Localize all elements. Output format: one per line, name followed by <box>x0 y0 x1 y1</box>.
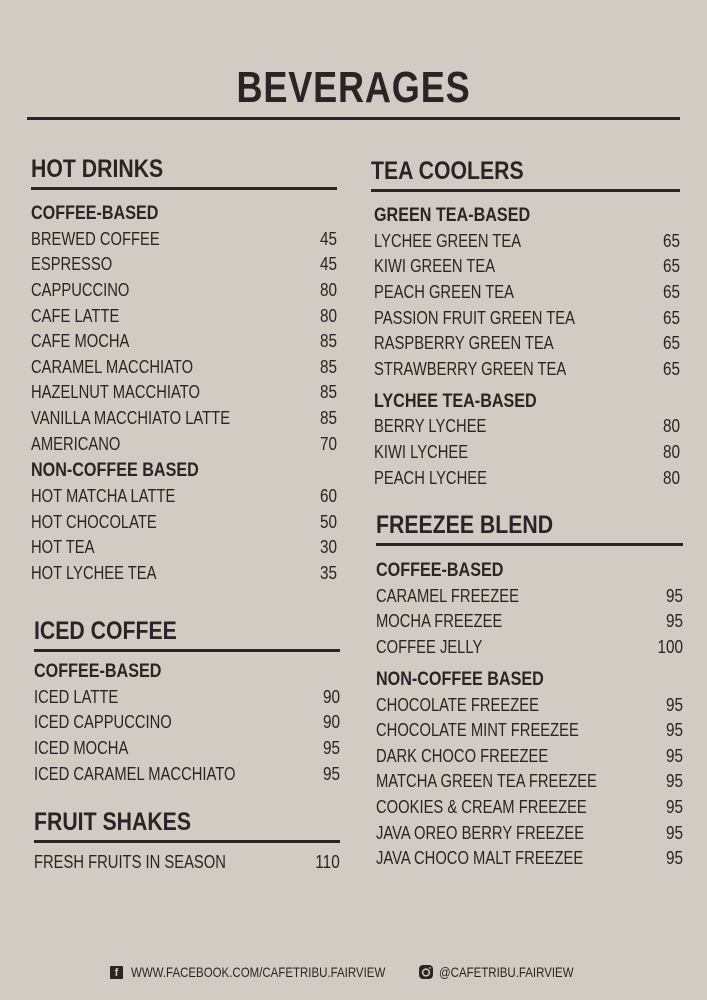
item-name: HOT CHOCOLATE <box>31 511 157 532</box>
category-label: GREEN TEA-BASED <box>374 205 531 226</box>
item-name: DARK CHOCO FREEZEE <box>376 745 549 766</box>
item-name: COOKIES & CREAM FREEZEE <box>376 796 587 817</box>
item-price: 80 <box>319 305 337 326</box>
item-name: CHOCOLATE FREEZEE <box>376 694 539 715</box>
item-price: 95 <box>665 745 683 766</box>
menu-item <box>376 634 683 660</box>
menu-item <box>376 609 683 635</box>
section-divider <box>371 189 680 192</box>
iced-coffee-section <box>34 616 340 786</box>
item-price: 110 <box>315 851 340 872</box>
section-heading: FREEZEE BLEND <box>376 511 554 539</box>
item-price: 65 <box>662 281 680 302</box>
menu-item <box>34 735 340 761</box>
item-list <box>376 583 683 660</box>
item-price: 95 <box>322 763 340 784</box>
category-label: COFFEE-BASED <box>34 661 162 682</box>
item-price: 80 <box>662 467 680 488</box>
menu-item <box>31 483 337 509</box>
menu-category <box>371 204 680 382</box>
menu-item <box>34 684 340 710</box>
menu-item <box>376 743 683 769</box>
item-name: RASPBERRY GREEN TEA <box>374 333 554 354</box>
item-price: 100 <box>657 636 683 657</box>
item-list <box>374 414 680 491</box>
item-name: KIWI LYCHEE <box>374 441 469 462</box>
item-price: 80 <box>662 416 680 437</box>
item-list <box>34 684 340 786</box>
item-name: ICED CARAMEL MACCHIATO <box>34 763 236 784</box>
menu-item <box>31 509 337 535</box>
page-title: BEVERAGES <box>236 63 471 112</box>
freezee-blend-section <box>376 510 683 871</box>
item-price: 95 <box>665 796 683 817</box>
instagram-link[interactable] <box>418 962 603 982</box>
item-price: 95 <box>665 822 683 843</box>
item-price: 85 <box>319 331 337 352</box>
item-list <box>374 228 680 382</box>
item-name: CAFE MOCHA <box>31 331 130 352</box>
facebook-url: WWW.FACEBOOK.COM/CAFETRIBU.FAIRVIEW <box>131 964 386 980</box>
item-name: CARAMEL MACCHIATO <box>31 356 194 377</box>
item-price: 30 <box>319 537 337 558</box>
menu-category <box>31 202 337 456</box>
item-name: MOCHA FREEZEE <box>376 611 503 632</box>
menu-item <box>31 431 337 457</box>
item-name: PASSION FRUIT GREEN TEA <box>374 307 575 328</box>
menu-item <box>31 405 337 431</box>
item-price: 80 <box>319 279 337 300</box>
section-divider <box>34 840 340 843</box>
item-name: ICED CAPPUCCINO <box>34 712 172 733</box>
menu-item <box>31 354 337 380</box>
item-name: CAPPUCCINO <box>31 279 130 300</box>
section-heading: HOT DRINKS <box>31 155 164 183</box>
menu-item <box>31 277 337 303</box>
item-price: 45 <box>319 254 337 275</box>
item-name: FRESH FRUITS IN SEASON <box>34 851 226 872</box>
item-name: CHOCOLATE MINT FREEZEE <box>376 720 579 741</box>
facebook-icon: f <box>110 966 123 979</box>
category-label: NON-COFFEE BASED <box>376 668 544 690</box>
tea-coolers-section <box>371 156 680 490</box>
menu-item <box>31 303 337 329</box>
menu-item <box>34 849 340 875</box>
item-price: 95 <box>665 848 683 869</box>
hot-drinks-section <box>31 154 337 586</box>
menu-item <box>31 226 337 252</box>
menu-category <box>34 660 340 786</box>
menu-item <box>374 305 680 331</box>
item-name: CAFE LATTE <box>31 305 120 326</box>
item-price: 95 <box>665 611 683 632</box>
section-heading: FRUIT SHAKES <box>34 808 192 836</box>
section-divider <box>31 187 337 190</box>
section-divider <box>34 649 340 652</box>
menu-item <box>374 254 680 280</box>
item-price: 95 <box>665 694 683 715</box>
item-price: 85 <box>319 356 337 377</box>
menu-item <box>31 328 337 354</box>
menu-item <box>374 414 680 440</box>
instagram-icon <box>418 964 434 980</box>
item-name: HOT MATCHA LATTE <box>31 486 176 507</box>
menu-item <box>374 356 680 382</box>
category-label: COFFEE-BASED <box>31 203 159 224</box>
item-name: KIWI GREEN TEA <box>374 256 496 277</box>
item-price: 95 <box>665 585 683 606</box>
category-label: LYCHEE TEA-BASED <box>374 390 537 412</box>
menu-category <box>31 459 337 585</box>
item-name: JAVA OREO BERRY FREEZEE <box>376 822 585 843</box>
menu-item <box>31 252 337 278</box>
item-name: AMERICANO <box>31 433 121 454</box>
menu-item <box>374 439 680 465</box>
item-name: PEACH GREEN TEA <box>374 281 514 302</box>
category-label: COFFEE-BASED <box>376 560 504 581</box>
instagram-handle: @CAFETRIBU.FAIRVIEW <box>439 964 574 980</box>
menu-item <box>31 380 337 406</box>
item-price: 85 <box>319 382 337 403</box>
menu-item <box>376 717 683 743</box>
item-price: 70 <box>319 433 337 454</box>
menu-item <box>374 228 680 254</box>
item-name: ICED LATTE <box>34 686 119 707</box>
menu-item <box>376 845 683 871</box>
section-divider <box>376 543 683 546</box>
menu-category <box>376 559 683 660</box>
menu-item <box>376 583 683 609</box>
item-name: HOT TEA <box>31 537 95 558</box>
item-price: 95 <box>665 771 683 792</box>
menu-category <box>371 390 680 491</box>
item-list <box>34 849 340 875</box>
section-heading: TEA COOLERS <box>371 157 524 185</box>
item-name: BERRY LYCHEE <box>374 416 487 437</box>
facebook-link[interactable] <box>110 962 441 982</box>
item-price: 45 <box>319 228 337 249</box>
item-price: 80 <box>662 441 680 462</box>
item-name: LYCHEE GREEN TEA <box>374 230 522 251</box>
item-name: COFFEE JELLY <box>376 636 483 657</box>
menu-item <box>376 794 683 820</box>
item-name: JAVA CHOCO MALT FREEZEE <box>376 848 584 869</box>
section-heading: ICED COFFEE <box>34 617 177 645</box>
item-price: 65 <box>662 230 680 251</box>
item-name: MATCHA GREEN TEA FREEZEE <box>376 771 597 792</box>
menu-item <box>374 279 680 305</box>
item-list <box>376 692 683 871</box>
fruit-shakes-section <box>34 807 340 875</box>
menu-item <box>31 560 337 586</box>
item-name: VANILLA MACCHIATO LATTE <box>31 407 231 428</box>
item-list <box>31 226 337 456</box>
item-name: CARAMEL FREEZEE <box>376 585 519 606</box>
menu-item <box>376 820 683 846</box>
item-price: 95 <box>665 720 683 741</box>
item-price: 35 <box>319 562 337 583</box>
item-price: 65 <box>662 307 680 328</box>
menu-item <box>376 769 683 795</box>
menu-item <box>376 692 683 718</box>
item-name: PEACH LYCHEE <box>374 467 487 488</box>
menu-item <box>374 465 680 491</box>
item-name: ESPRESSO <box>31 254 113 275</box>
item-name: BREWED COFFEE <box>31 228 160 249</box>
item-name: ICED MOCHA <box>34 737 129 758</box>
menu-item <box>34 710 340 736</box>
item-price: 90 <box>322 712 340 733</box>
menu-item <box>31 535 337 561</box>
item-price: 90 <box>322 686 340 707</box>
title-divider <box>27 117 680 120</box>
category-label: NON-COFFEE BASED <box>31 460 199 482</box>
item-name: HAZELNUT MACCHIATO <box>31 382 200 403</box>
item-price: 65 <box>662 256 680 277</box>
item-list <box>31 483 337 585</box>
item-price: 50 <box>319 511 337 532</box>
menu-category <box>376 668 683 871</box>
menu-item <box>34 761 340 787</box>
item-price: 65 <box>662 358 680 379</box>
item-name: HOT LYCHEE TEA <box>31 562 157 583</box>
menu-item <box>374 330 680 356</box>
item-price: 65 <box>662 333 680 354</box>
item-price: 95 <box>322 737 340 758</box>
item-price: 60 <box>319 486 337 507</box>
item-price: 85 <box>319 407 337 428</box>
item-name: STRAWBERRY GREEN TEA <box>374 358 567 379</box>
